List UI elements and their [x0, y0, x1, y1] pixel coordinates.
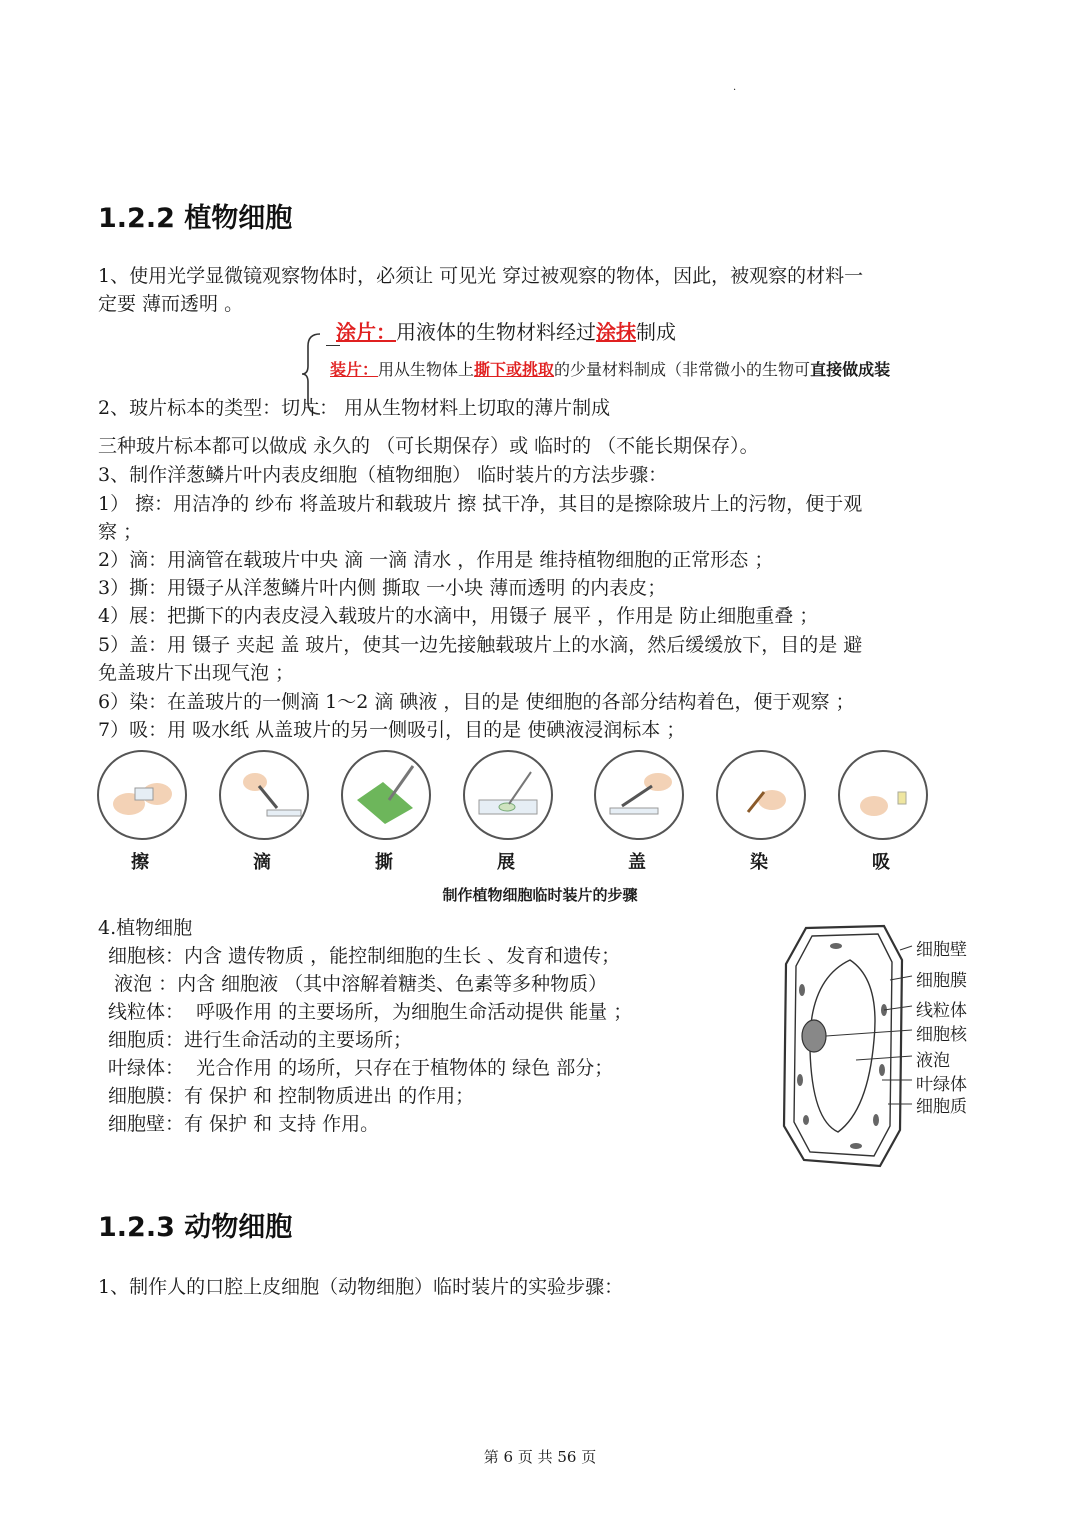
organelle-row [108, 998, 632, 1026]
organelle-name: 液泡 [108, 973, 159, 995]
organelle-row [108, 1054, 632, 1082]
cell-label-vacuole: 液泡 [916, 1051, 950, 1071]
zhuangpian-desc-d: 直接做成装 [810, 360, 891, 379]
organelle-desc: ： 呼吸作用 的主要场所，为细胞生命活动提供 能量 ； [165, 1001, 633, 1023]
page-footer: 第 6 页 共 56 页 [483, 1448, 597, 1466]
figure-caption: 制作植物细胞临时装片的步骤 [442, 886, 638, 904]
step-image-si [341, 750, 431, 840]
organelle-name: 细胞核 [108, 945, 166, 967]
organelle-row [108, 970, 632, 998]
organelle-desc: ：有 保护 和 支持 作用。 [165, 1113, 380, 1135]
tupian-desc-b: 涂抹 [596, 320, 636, 344]
step-label-gai: 盖 [628, 852, 646, 873]
organelle-name: 细胞壁 [108, 1113, 166, 1135]
organelle-row [108, 942, 632, 970]
types-label-row [98, 394, 610, 422]
paragraph-1-line2: 定要 薄而透明 。 [98, 293, 244, 315]
step-1-line1: 1） 擦：用洁净的 纱布 将盖玻片和载玻片 擦 拭干净，其目的是擦除玻片上的污物，便于观 [98, 493, 863, 515]
section-2-paragraph-1: 1、制作人的口腔上皮细胞（动物细胞）临时装片的实验步骤： [98, 1276, 624, 1298]
section-title-2: 1.2.3 动物细胞 [98, 1212, 293, 1243]
step-label-ran: 染 [750, 852, 768, 873]
plant-cell-diagram [776, 920, 916, 1174]
organelle-desc: ：内含 遗传物质 ，能控制细胞的生长 、发育和遗传； [165, 945, 621, 967]
step-image-gai [594, 750, 684, 840]
paragraph-3: 三种玻片标本都可以做成 永久的 （可长期保存）或 临时的 （不能长期保存）。 [98, 435, 759, 457]
step-3: 3）撕：用镊子从洋葱鳞片叶内侧 撕取 一小块 薄而透明 的内表皮； [98, 577, 667, 599]
zhuangpian-desc-b: 撕下或挑取 [474, 360, 555, 379]
tupian-desc-c: 制成 [636, 320, 676, 344]
type-zhuangpian [330, 356, 890, 384]
organelle-desc: ：进行生命活动的主要场所； [165, 1029, 413, 1051]
step-2: 2）滴：用滴管在载玻片中央 滴 一滴 清水 ，作用是 维持植物细胞的正常形态 ； [98, 549, 774, 571]
step-image-xi [838, 750, 928, 840]
type-tupian [336, 318, 676, 346]
step-label-di: 滴 [253, 852, 271, 873]
types-label: 2、玻片标本的类型： [98, 397, 282, 419]
step-label-xi: 吸 [872, 852, 890, 873]
organelle-row [108, 1026, 632, 1054]
tupian-term: 涂片： [336, 320, 396, 344]
zhuangpian-desc-c: 的少量材料制成（非常微小的生物可 [554, 360, 811, 379]
step-label-si: 撕 [375, 852, 393, 873]
cell-label-membrane: 细胞膜 [916, 971, 967, 991]
cell-label-wall: 细胞壁 [916, 940, 967, 960]
qiepian-desc: 用从生物材料上切取的薄片制成 [338, 397, 611, 419]
zhuangpian-term: 装片： [330, 360, 379, 379]
step-4: 4）展：把撕下的内表皮浸入载玻片的水滴中，用镊子 展平 ，作用是 防止细胞重叠 ； [98, 605, 819, 627]
step-7: 7）吸：用 吸水纸 从盖玻片的另一侧吸引，目的是 使碘液浸润标本 ； [98, 719, 686, 741]
zhuangpian-desc-a: 用从生物体上 [378, 360, 475, 379]
cell-label-cytoplasm: 细胞质 [916, 1097, 967, 1117]
step-5-line1: 5）盖：用 镊子 夹起 盖 玻片，使其一边先接触载玻片上的水滴，然后缓缓放下，目的是 避 [98, 634, 863, 656]
organelle-desc: ：有 保护 和 控制物质进出 的作用； [165, 1085, 475, 1107]
step-image-ran [716, 750, 806, 840]
organelle-row [108, 1110, 632, 1138]
organelle-name: 线粒体 [108, 1001, 166, 1023]
organelle-desc: ： 光合作用 的场所，只存在于植物体的 绿色 部分； [165, 1057, 614, 1079]
step-1-line2: 察 ； [98, 521, 143, 543]
organelle-name: 细胞质 [108, 1029, 166, 1051]
step-5-line2: 免盖玻片下出现气泡 ； [98, 662, 295, 684]
organelle-list [108, 942, 632, 1138]
organelle-row [108, 1082, 632, 1110]
section-title: 1.2.2 植物细胞 [98, 203, 293, 234]
step-image-di [219, 750, 309, 840]
tupian-desc-a: 用液体的生物材料经过 [396, 320, 596, 344]
cell-label-chloroplast: 叶绿体 [916, 1075, 967, 1095]
cell-label-mitochondria: 线粒体 [916, 1001, 967, 1021]
plant-cell-heading: 4.植物细胞 [98, 917, 193, 939]
corner-mark: . [733, 82, 737, 93]
paragraph-4: 3、制作洋葱鳞片叶内表皮细胞（植物细胞） 临时装片的方法步骤： [98, 464, 668, 486]
step-image-zhan [463, 750, 553, 840]
organelle-desc: ：内含 细胞液 （其中溶解着糖类、色素等多种物质） [158, 973, 608, 995]
step-label-zhan: 展 [497, 852, 515, 873]
cell-label-nucleus: 细胞核 [916, 1025, 967, 1045]
organelle-name: 叶绿体 [108, 1057, 166, 1079]
step-6: 6）染：在盖玻片的一侧滴 1～2 滴 碘液 ，目的是 使细胞的各部分结构着色，便于观察 ； [98, 691, 855, 713]
organelle-name: 细胞膜 [108, 1085, 166, 1107]
step-image-ca [97, 750, 187, 840]
paragraph-1-line1: 1、使用光学显微镜观察物体时，必须让 可见光 穿过被观察的物体，因此，被观察的材料一 [98, 265, 864, 287]
step-label-ca: 擦 [131, 852, 149, 873]
qiepian-term: 切片： [281, 397, 339, 419]
